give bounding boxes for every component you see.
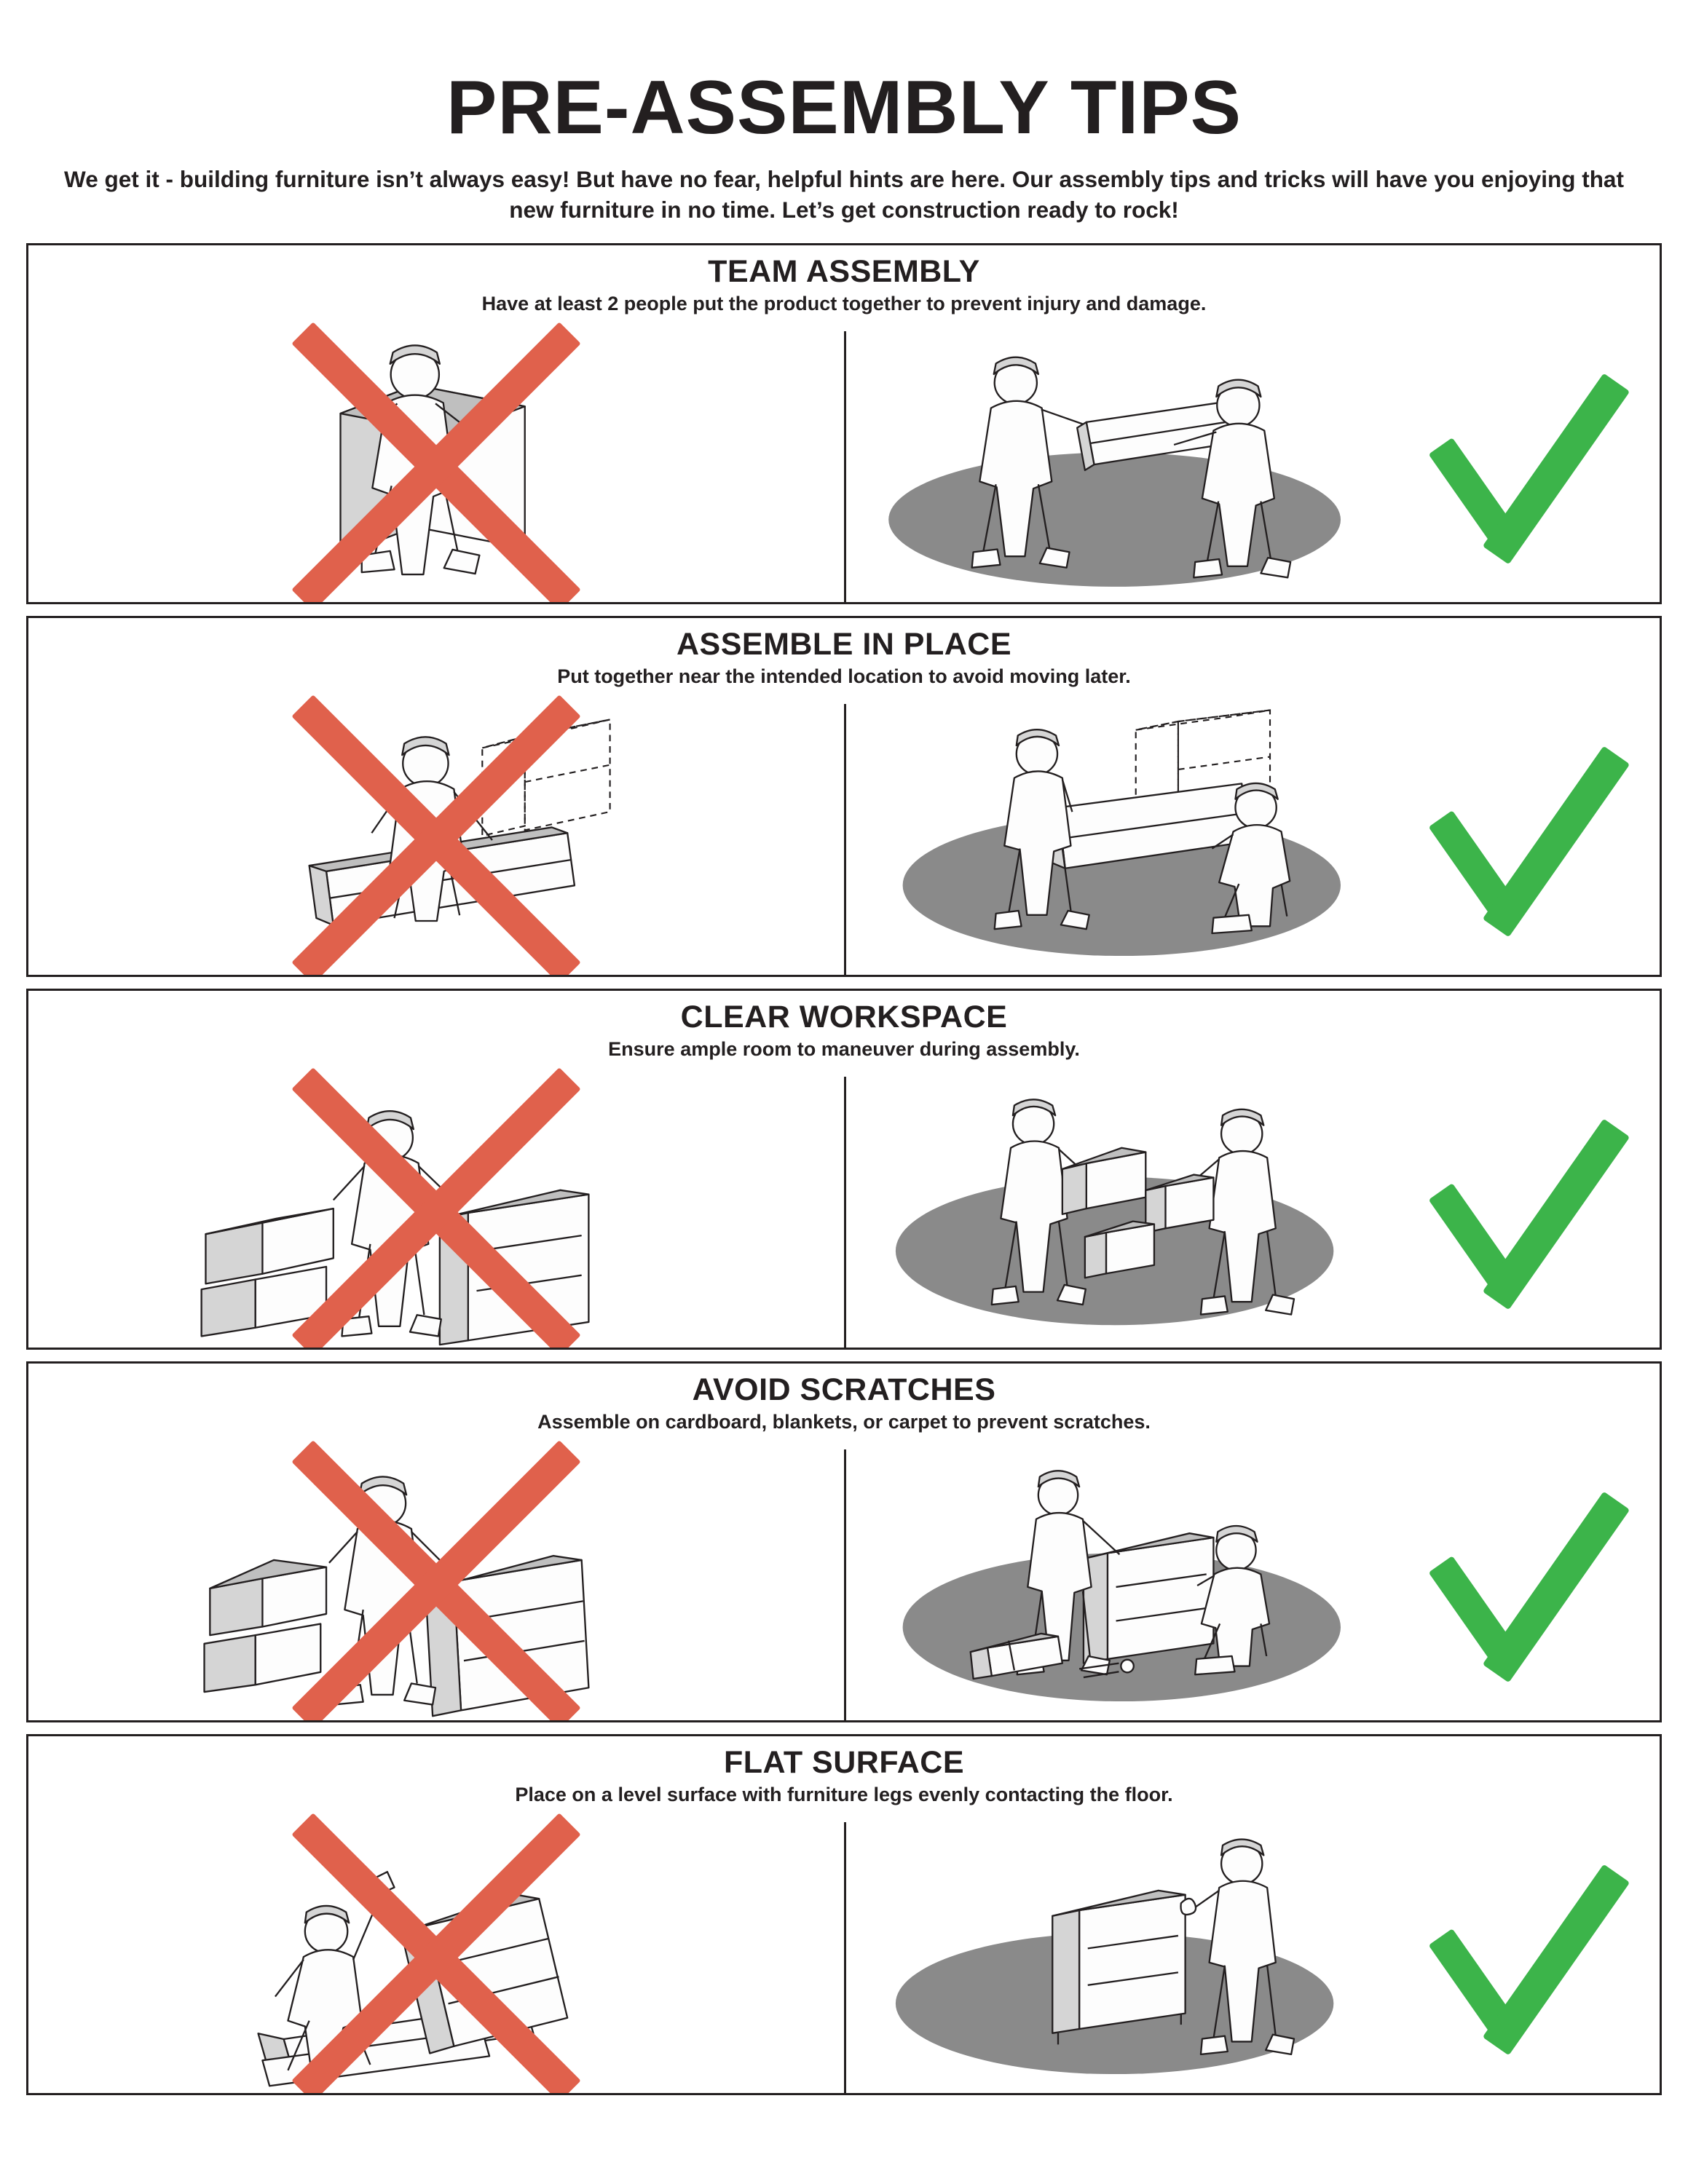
check-mark-icon (1412, 752, 1630, 927)
tip-header (28, 618, 1660, 688)
correct-mark-area (1383, 1822, 1660, 2093)
correct-illustration (846, 1077, 1383, 1348)
check-mark-icon (1412, 1497, 1630, 1672)
incorrect-example (28, 1077, 844, 1348)
correct-example (844, 1822, 1660, 2093)
incorrect-illustration (28, 1449, 844, 1720)
incorrect-example (28, 704, 844, 975)
correct-illustration (846, 704, 1383, 975)
tip-header (28, 1736, 1660, 1806)
tip-title: ASSEMBLE IN PLACE (676, 626, 1012, 662)
tip-card-avoid-scratches (26, 1361, 1662, 1722)
correct-illustration (846, 1449, 1383, 1720)
correct-example (844, 1449, 1660, 1720)
correct-example (844, 1077, 1660, 1348)
check-mark-icon (1412, 379, 1630, 554)
tip-header (28, 245, 1660, 315)
correct-example (844, 331, 1660, 602)
incorrect-example (28, 331, 844, 602)
tip-title: CLEAR WORKSPACE (680, 999, 1008, 1034)
tip-body (28, 704, 1660, 975)
incorrect-illustration (28, 331, 844, 602)
intro-paragraph: We get it - building furniture isn’t always easy! But have no fear, helpful hints are here. Our assembly tips and tricks will have you enjoying that new furniture in no time. Let’s get construction ready to rock! (64, 166, 1624, 223)
tip-title: FLAT SURFACE (723, 1744, 965, 1780)
tip-header (28, 991, 1660, 1061)
tip-header (28, 1364, 1660, 1433)
correct-mark-area (1383, 704, 1660, 975)
correct-mark-area (1383, 1077, 1660, 1348)
check-mark-icon (1412, 1125, 1630, 1299)
tip-body (28, 1822, 1660, 2093)
tip-subtitle: Have at least 2 people put the product together to prevent injury and damage. (481, 292, 1207, 314)
correct-illustration (846, 331, 1383, 602)
tip-card-flat-surface (26, 1734, 1662, 2095)
correct-example (844, 704, 1660, 975)
incorrect-example (28, 1822, 844, 2093)
check-mark-icon (1412, 1870, 1630, 2045)
incorrect-illustration (28, 1822, 844, 2093)
tip-card-assemble-in-place (26, 616, 1662, 977)
tip-subtitle: Assemble on cardboard, blankets, or carpet to prevent scratches. (537, 1410, 1151, 1433)
tip-body (28, 331, 1660, 602)
tip-title: TEAM ASSEMBLY (708, 253, 980, 289)
tip-card-team-assembly (26, 243, 1662, 604)
tip-title: AVOID SCRATCHES (692, 1372, 996, 1407)
tip-body (28, 1449, 1660, 1720)
tip-subtitle: Place on a level surface with furniture legs evenly contacting the floor. (515, 1783, 1173, 1805)
incorrect-illustration (28, 1077, 844, 1348)
incorrect-illustration (28, 704, 844, 975)
tip-subtitle: Put together near the intended location to avoid moving later. (557, 665, 1131, 687)
page-title: PRE-ASSEMBLY TIPS (446, 66, 1242, 150)
incorrect-example (28, 1449, 844, 1720)
correct-illustration (846, 1822, 1383, 2093)
correct-mark-area (1383, 331, 1660, 602)
tip-subtitle: Ensure ample room to maneuver during assembly. (608, 1037, 1080, 1060)
correct-mark-area (1383, 1449, 1660, 1720)
tips-list (26, 243, 1662, 2095)
tip-body (28, 1077, 1660, 1348)
tip-card-clear-workspace (26, 989, 1662, 1350)
